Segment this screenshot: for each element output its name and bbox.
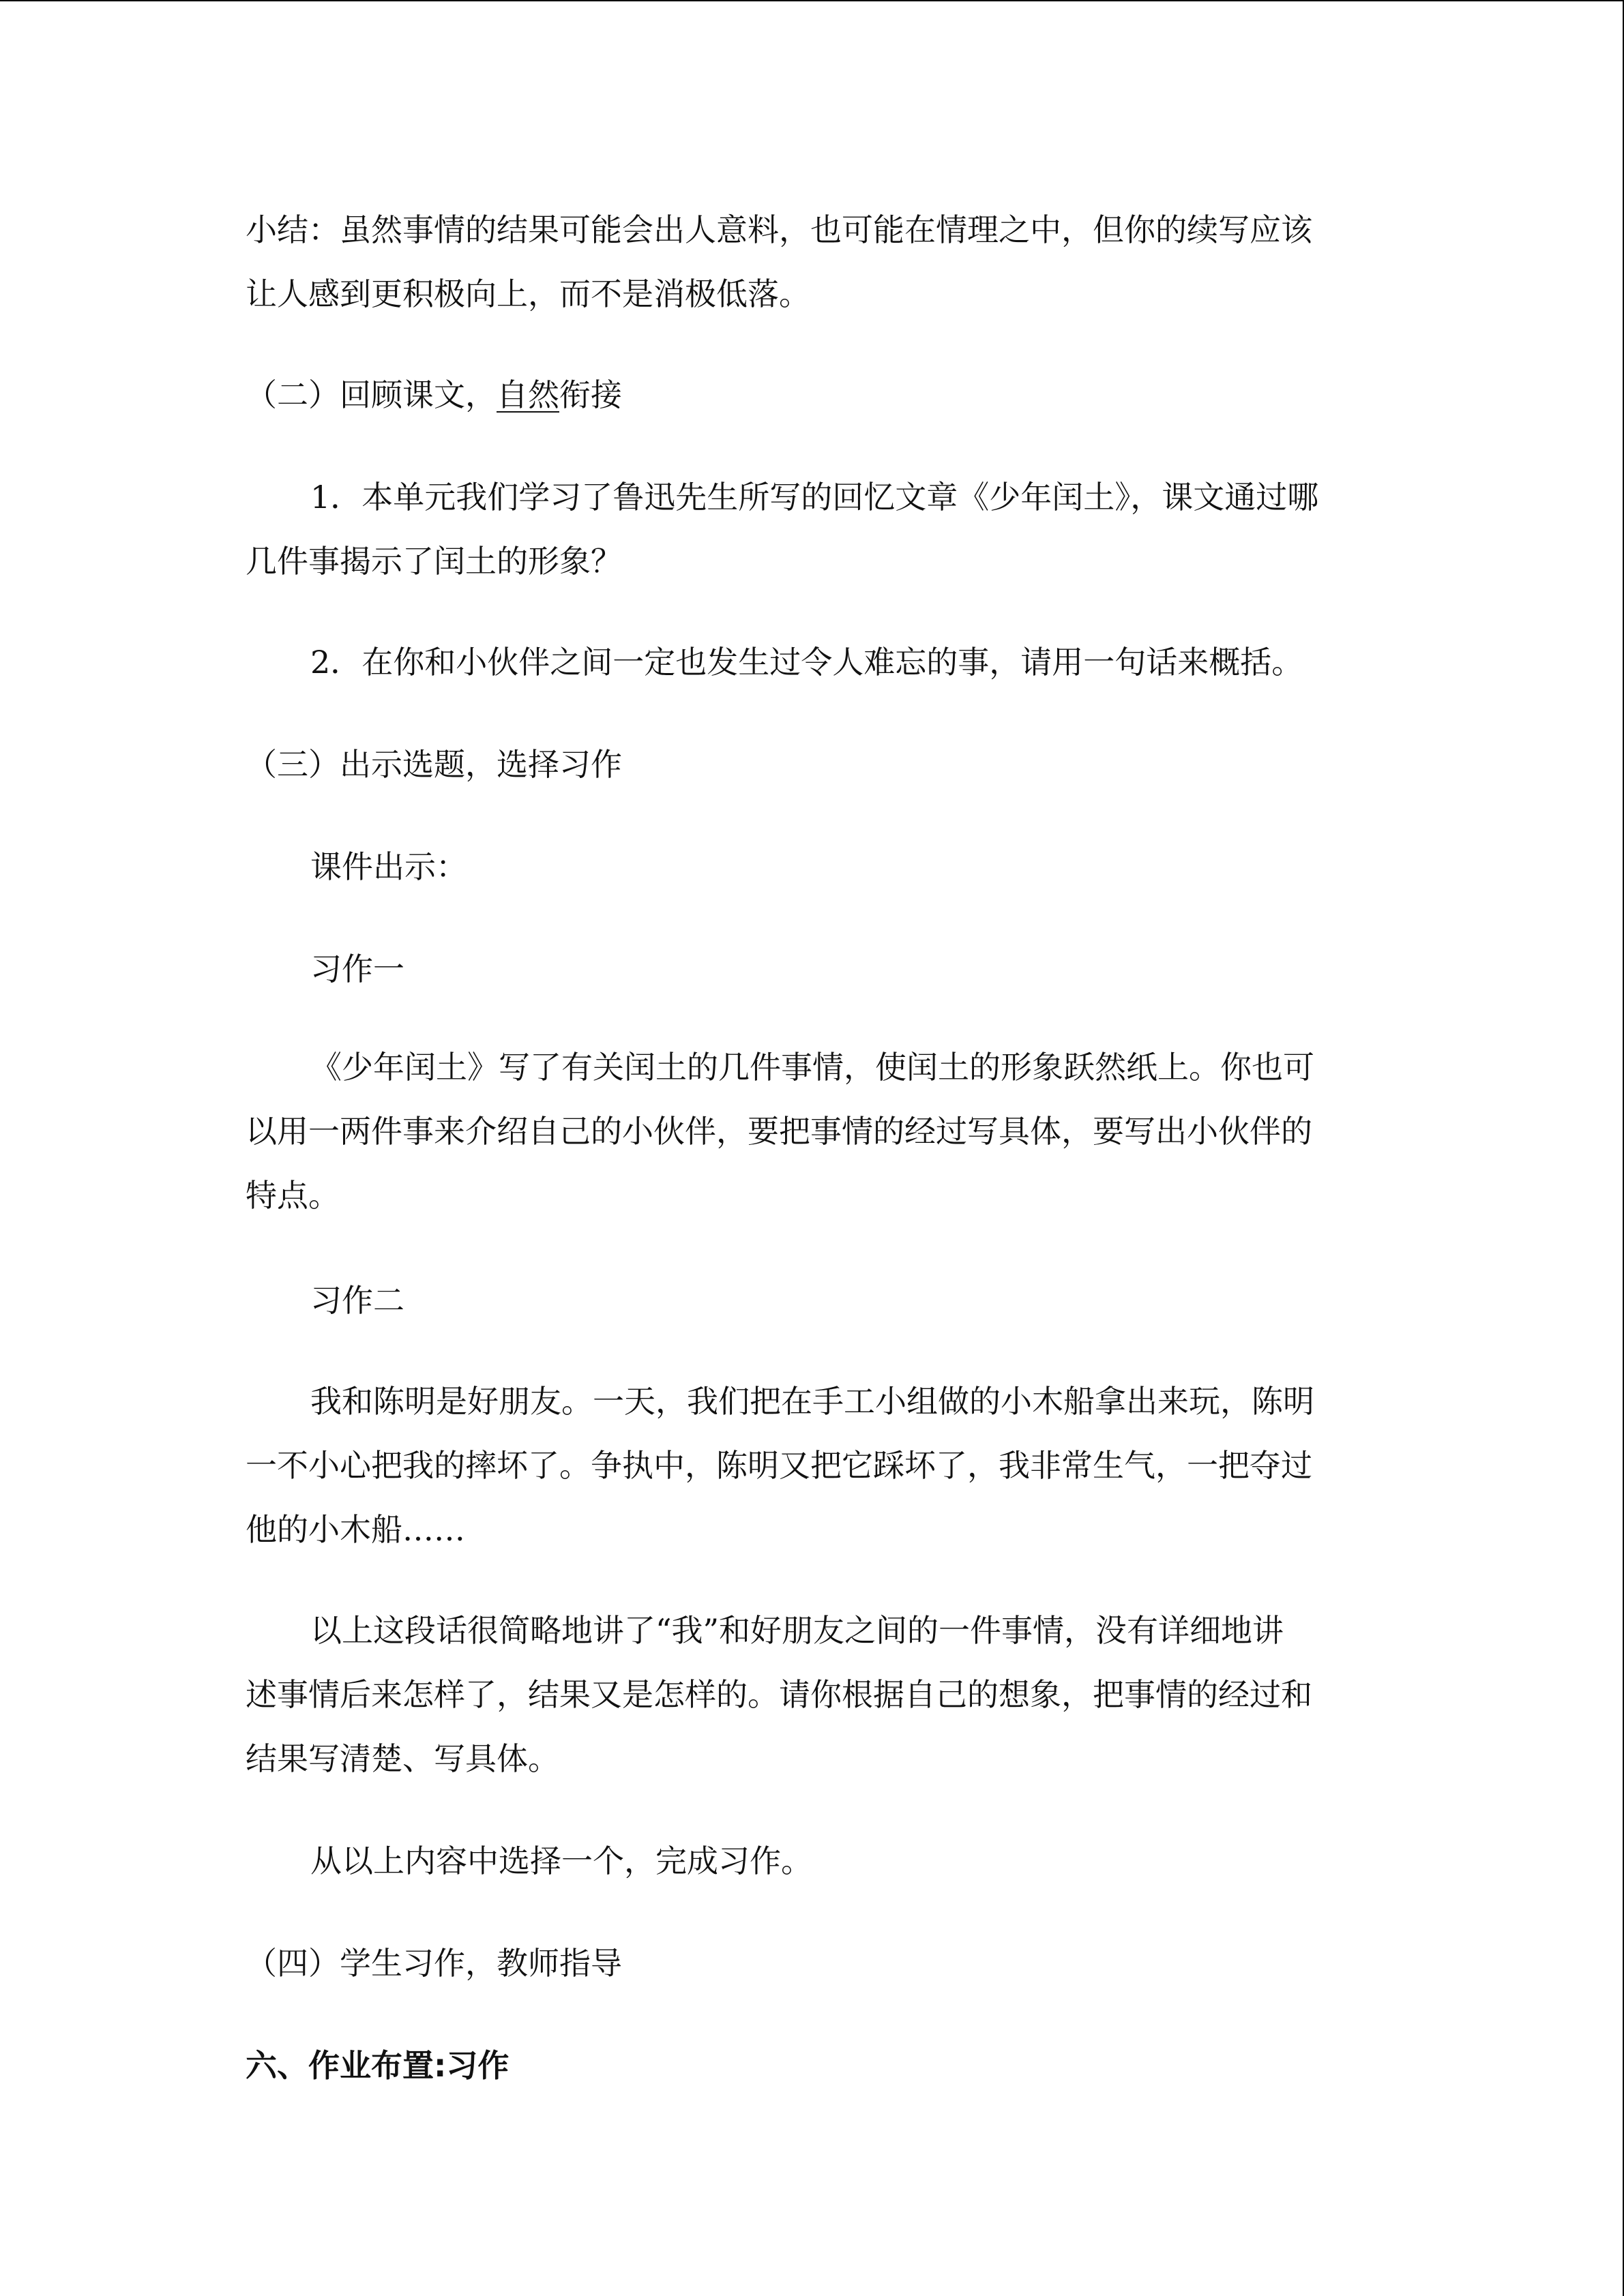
section-3-heading: （三）出示选题，选择习作 [246, 746, 622, 783]
essay-2-story-line-2: 一不小心把我的摔坏了。争执中，陈明又把它踩坏了，我非常生气，一把夺过 [246, 1447, 1312, 1484]
summary-paragraph [246, 198, 1312, 326]
page-top-border [0, 0, 1624, 1]
homework-heading: 六、作业布置:习作 [246, 2047, 510, 2084]
question-1-paragraph [246, 465, 1319, 593]
essay-1-line-3: 特点。 [246, 1177, 340, 1214]
summary-line-1: 小结：虽然事情的结果可能会出人意料，也可能在情理之中，但你的续写应该 [246, 211, 1312, 248]
section-4-heading: （四）学生习作，教师指导 [246, 1945, 622, 1982]
section-2-suffix: 衔接 [559, 376, 622, 413]
section-2-heading [246, 363, 622, 427]
essay-2-task-line-2: 述事情后来怎样了，结果又是怎样的。请你根据自己的想象，把事情的经过和 [246, 1676, 1312, 1713]
question-2-paragraph [310, 630, 1303, 694]
essay-2-task-line-1: 以上这段话很简略地讲了“我”和好朋友之间的一件事情，没有详细地讲 [310, 1612, 1284, 1649]
essay-2-story-line-3: 他的小木船…… [246, 1511, 465, 1548]
question-1-line-1: 1．本单元我们学习了鲁迅先生所写的回忆文章《少年闰土》，课文通过哪 [310, 479, 1319, 516]
question-1-line-2: 几件事揭示了闰土的形象？ [246, 543, 622, 580]
essay-2-story-line-1: 我和陈明是好朋友。一天，我们把在手工小组做的小木船拿出来玩，陈明 [310, 1383, 1314, 1420]
essay-1-title: 习作一 [310, 951, 404, 987]
essay-1-line-1: 《少年闰土》写了有关闰土的几件事情，使闰土的形象跃然纸上。你也可 [310, 1049, 1314, 1086]
essay-1-paragraph [246, 1035, 1314, 1227]
essay-2-task-line-3: 结果写清楚、写具体。 [246, 1740, 559, 1777]
summary-line-2: 让人感到更积极向上，而不是消极低落。 [246, 275, 810, 312]
section-2-underlined-word: 自然 [497, 376, 559, 413]
essay-2-task-paragraph [246, 1598, 1312, 1791]
essay-2-title: 习作二 [310, 1282, 404, 1319]
choose-one-instruction: 从以上内容中选择一个，完成习作。 [310, 1843, 812, 1879]
courseware-label: 课件出示： [310, 848, 467, 885]
essay-2-story-paragraph [246, 1369, 1314, 1562]
section-2-prefix: （二）回顾课文， [246, 376, 497, 413]
essay-1-line-2: 以用一两件事来介绍自己的小伙伴，要把事情的经过写具体，要写出小伙伴的 [246, 1113, 1312, 1150]
question-2-line-1: 2．在你和小伙伴之间一定也发生过令人难忘的事，请用一句话来概括。 [310, 644, 1303, 681]
